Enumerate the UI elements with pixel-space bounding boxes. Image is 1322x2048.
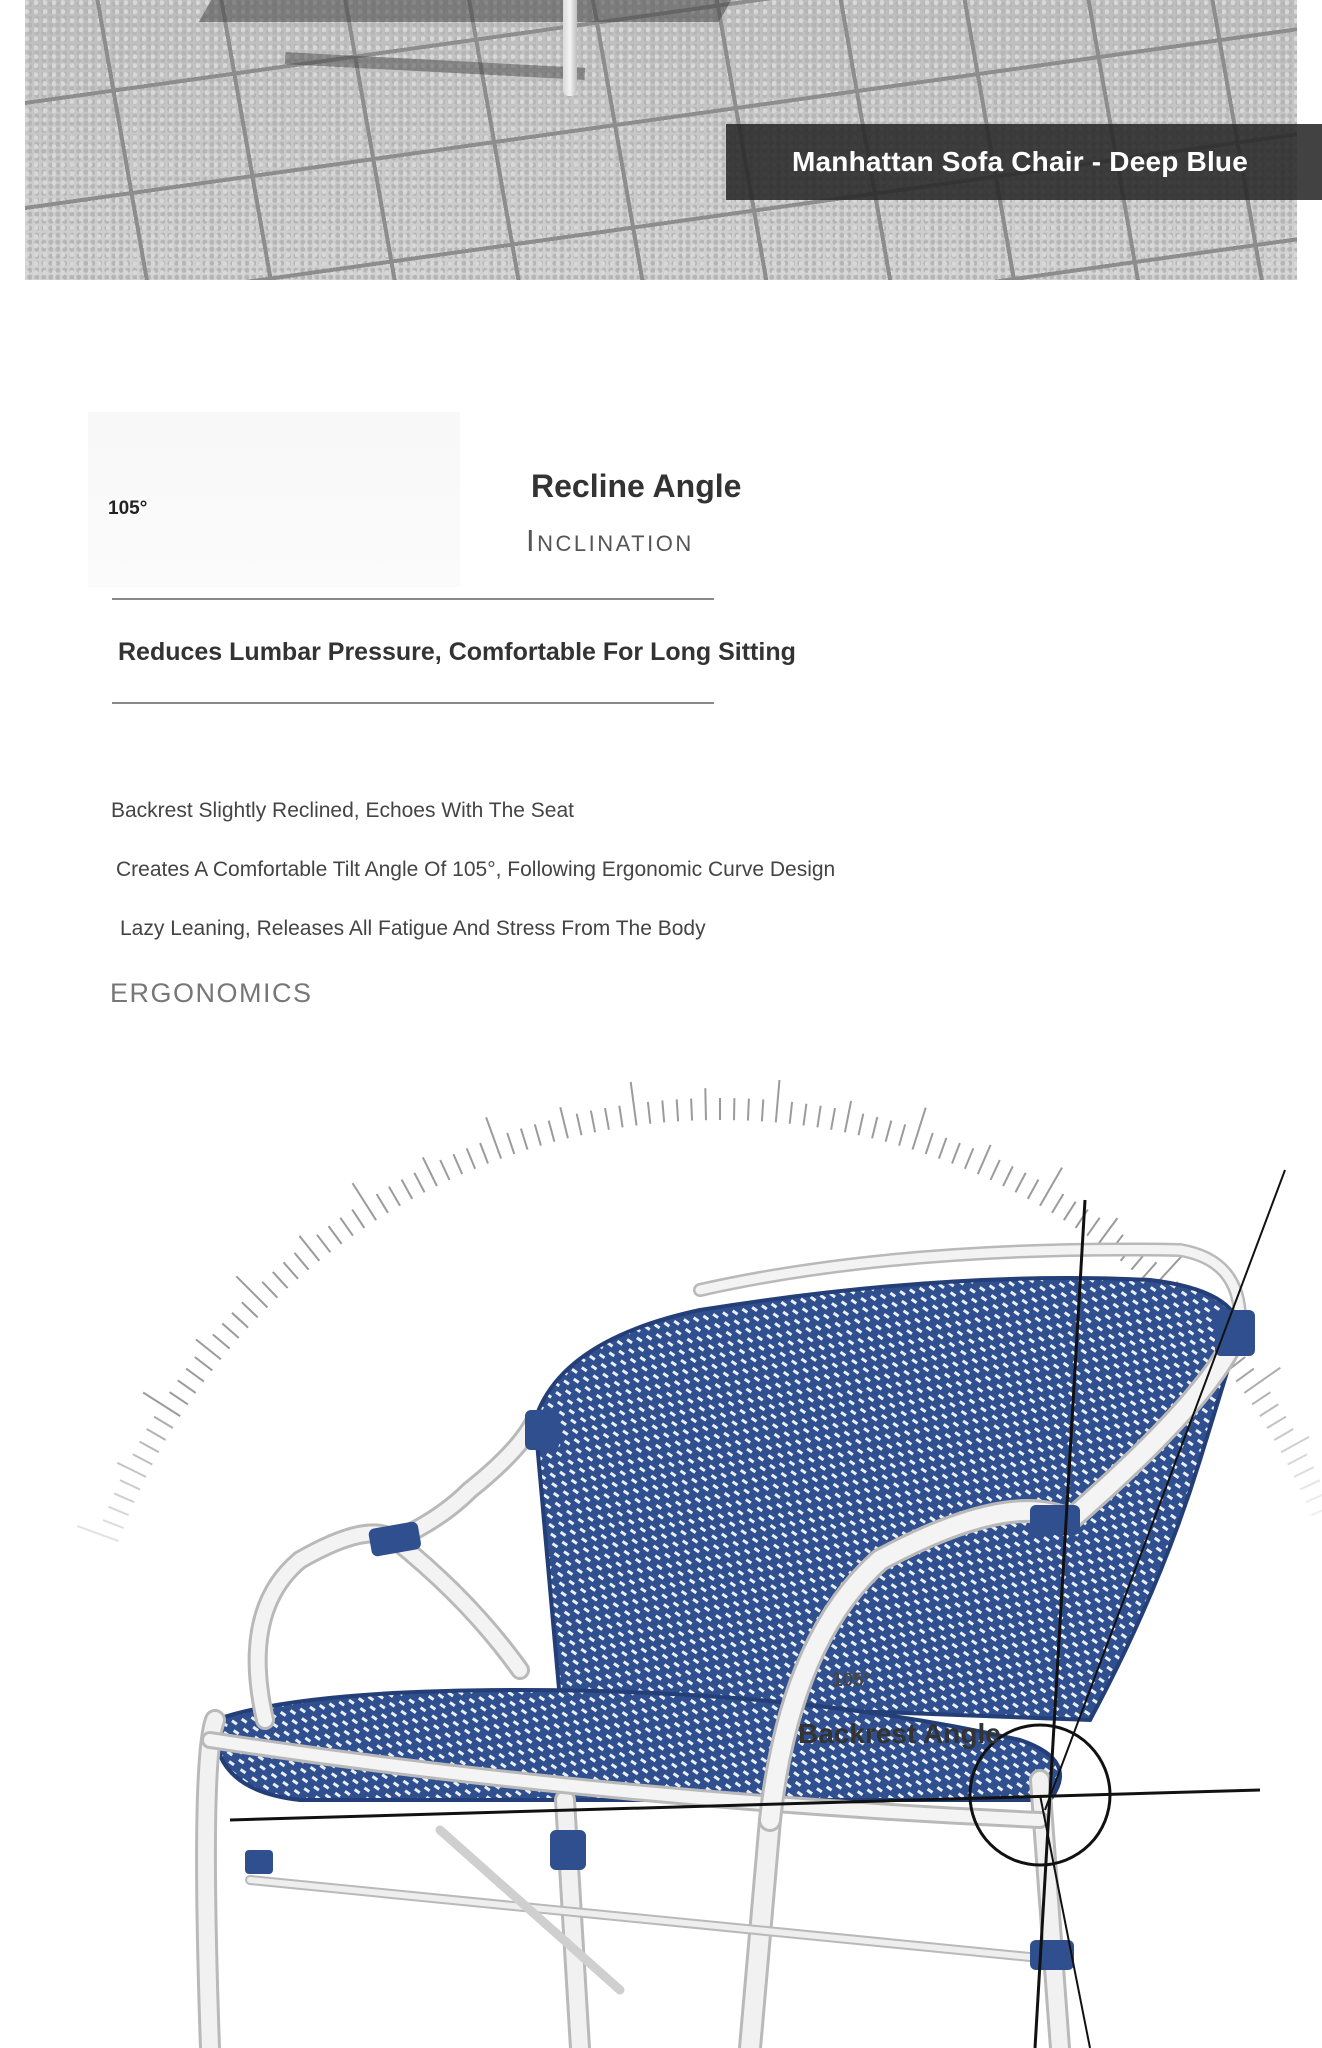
ruler-tick bbox=[480, 1143, 488, 1164]
ruler-tick bbox=[236, 1276, 267, 1307]
ruler-tick bbox=[1076, 1210, 1088, 1228]
ruler-tick bbox=[507, 1133, 514, 1154]
ruler-tick bbox=[467, 1148, 475, 1168]
ruler-tick bbox=[1252, 1392, 1270, 1404]
ruler-tick bbox=[140, 1442, 159, 1453]
ruler-tick bbox=[978, 1145, 991, 1174]
ruler-tick bbox=[560, 1107, 568, 1138]
ruler-tick bbox=[154, 1417, 173, 1428]
ruler-tick bbox=[340, 1218, 353, 1236]
ruler-tick bbox=[377, 1194, 388, 1213]
ruler-tick bbox=[317, 1235, 330, 1253]
ruler-tick bbox=[939, 1138, 947, 1159]
ruler-tick bbox=[1274, 1429, 1293, 1440]
ruler-tick bbox=[262, 1282, 277, 1298]
ruler-tick bbox=[619, 1106, 622, 1128]
ruler-tick bbox=[913, 1108, 926, 1150]
ruler-tick bbox=[77, 1526, 118, 1541]
ruler-tick bbox=[1236, 1369, 1254, 1382]
ruler-tick bbox=[1052, 1194, 1063, 1213]
ruler-tick bbox=[605, 1108, 609, 1130]
ruler-tick bbox=[631, 1082, 637, 1126]
ruler-tick bbox=[108, 1507, 128, 1515]
ruler-tick bbox=[662, 1101, 664, 1123]
ruler-tick bbox=[1028, 1180, 1039, 1199]
ruler-tick bbox=[329, 1226, 342, 1244]
ruler-tick bbox=[521, 1129, 528, 1150]
ruler-tick bbox=[284, 1262, 299, 1279]
angle-value: 105° bbox=[108, 498, 148, 519]
ruler-tick bbox=[991, 1160, 1000, 1180]
ruler-tick bbox=[591, 1111, 595, 1133]
section-subheading: Inclination bbox=[526, 523, 694, 558]
chair-leg bbox=[563, 0, 577, 96]
ruler-tick bbox=[1267, 1417, 1286, 1428]
ruler-tick bbox=[133, 1454, 153, 1464]
category-label: ERGONOMICS bbox=[110, 978, 313, 1008]
ruler-tick bbox=[1294, 1467, 1314, 1477]
product-title-banner bbox=[726, 124, 1322, 200]
ruler-tick bbox=[648, 1102, 650, 1124]
ruler-tick bbox=[1300, 1480, 1320, 1489]
ruler-tick bbox=[295, 1253, 309, 1270]
ruler-tick bbox=[535, 1124, 541, 1145]
ruler-tick bbox=[1016, 1173, 1026, 1193]
ruler-tick bbox=[222, 1324, 239, 1339]
ruler-tick bbox=[1142, 1262, 1157, 1279]
ruler-tick bbox=[1064, 1202, 1076, 1221]
ruler-tick bbox=[965, 1148, 973, 1168]
ruler-tick bbox=[859, 1114, 864, 1136]
ruler-tick bbox=[120, 1480, 140, 1489]
ruler-tick bbox=[790, 1102, 792, 1124]
ruler-tick bbox=[114, 1493, 134, 1502]
ruler-tick bbox=[440, 1160, 449, 1180]
ruler-tick bbox=[952, 1143, 960, 1164]
ruler-tick bbox=[1311, 1498, 1322, 1515]
ruler-tick bbox=[178, 1380, 196, 1393]
ruler-tick bbox=[299, 1236, 319, 1261]
ruler-tick bbox=[352, 1210, 364, 1228]
ruler-tick bbox=[186, 1369, 204, 1382]
ruler-tick bbox=[748, 1099, 749, 1121]
ruler-tick bbox=[213, 1335, 230, 1349]
ruler-tick bbox=[831, 1108, 835, 1130]
ruler-tick bbox=[103, 1520, 124, 1528]
ruler-tick bbox=[486, 1117, 501, 1158]
ruler-tick bbox=[1098, 1218, 1117, 1244]
ruler-tick bbox=[1087, 1218, 1100, 1236]
ruler-tick bbox=[762, 1099, 763, 1121]
ruler-tick bbox=[872, 1117, 877, 1138]
ruler-tick bbox=[817, 1106, 820, 1128]
ruler-tick bbox=[117, 1463, 146, 1477]
description-line-1: Backrest Slightly Reclined, Echoes With The Seat bbox=[111, 799, 574, 822]
ruler-tick bbox=[196, 1339, 221, 1359]
chair-shadow bbox=[199, 0, 732, 22]
ruler-tick bbox=[242, 1302, 258, 1317]
chair-angle-illustration bbox=[0, 1080, 1322, 2048]
ruler-tick bbox=[1306, 1493, 1322, 1502]
divider-bottom bbox=[112, 702, 714, 704]
ruler-tick bbox=[705, 1088, 706, 1120]
ruler-tick bbox=[845, 1101, 851, 1132]
backrest-angle-value: 105° bbox=[832, 1670, 872, 1691]
ruler-tick bbox=[577, 1114, 582, 1136]
ruler-tick bbox=[147, 1429, 166, 1440]
ruler-tick bbox=[899, 1124, 905, 1145]
ruler-tick bbox=[232, 1313, 248, 1328]
ruler-tick bbox=[776, 1080, 780, 1122]
tagline: Reduces Lumbar Pressure, Comfortable For Long Sitting bbox=[118, 638, 796, 666]
section-heading: Recline Angle bbox=[531, 468, 742, 504]
backrest-angle-label: Backrest Angle bbox=[798, 1718, 1001, 1749]
ruler-tick bbox=[423, 1157, 437, 1186]
ruler-tick bbox=[195, 1357, 213, 1370]
ruler-tick bbox=[273, 1272, 288, 1288]
ruler-tick bbox=[1003, 1166, 1013, 1186]
ruler-tick bbox=[926, 1133, 933, 1154]
divider-top bbox=[112, 598, 714, 600]
ruler-tick bbox=[1281, 1437, 1309, 1452]
ruler-tick bbox=[1260, 1404, 1279, 1416]
description-line-2: Creates A Comfortable Tilt Angle Of 105°, Following Ergonomic Curve Design bbox=[116, 858, 836, 881]
ruler-tick bbox=[1288, 1454, 1308, 1464]
chair-shadow bbox=[285, 52, 585, 80]
ruler-tick bbox=[677, 1099, 678, 1121]
ruler-tick bbox=[389, 1187, 400, 1206]
ruler-tick bbox=[804, 1104, 807, 1126]
ruler-tick bbox=[886, 1121, 892, 1142]
ruler-tick bbox=[549, 1121, 555, 1142]
ruler-tick bbox=[402, 1180, 413, 1199]
ruler-tick bbox=[170, 1392, 188, 1404]
chair-backrest bbox=[535, 1278, 1240, 1720]
description-line-3: Lazy Leaning, Releases All Fatigue And Stress From The Body bbox=[120, 917, 706, 940]
product-title: Manhattan Sofa Chair - Deep Blue bbox=[792, 146, 1249, 177]
ruler-tick bbox=[453, 1154, 462, 1174]
ruler-tick bbox=[691, 1099, 692, 1121]
ruler-tick bbox=[414, 1173, 424, 1193]
